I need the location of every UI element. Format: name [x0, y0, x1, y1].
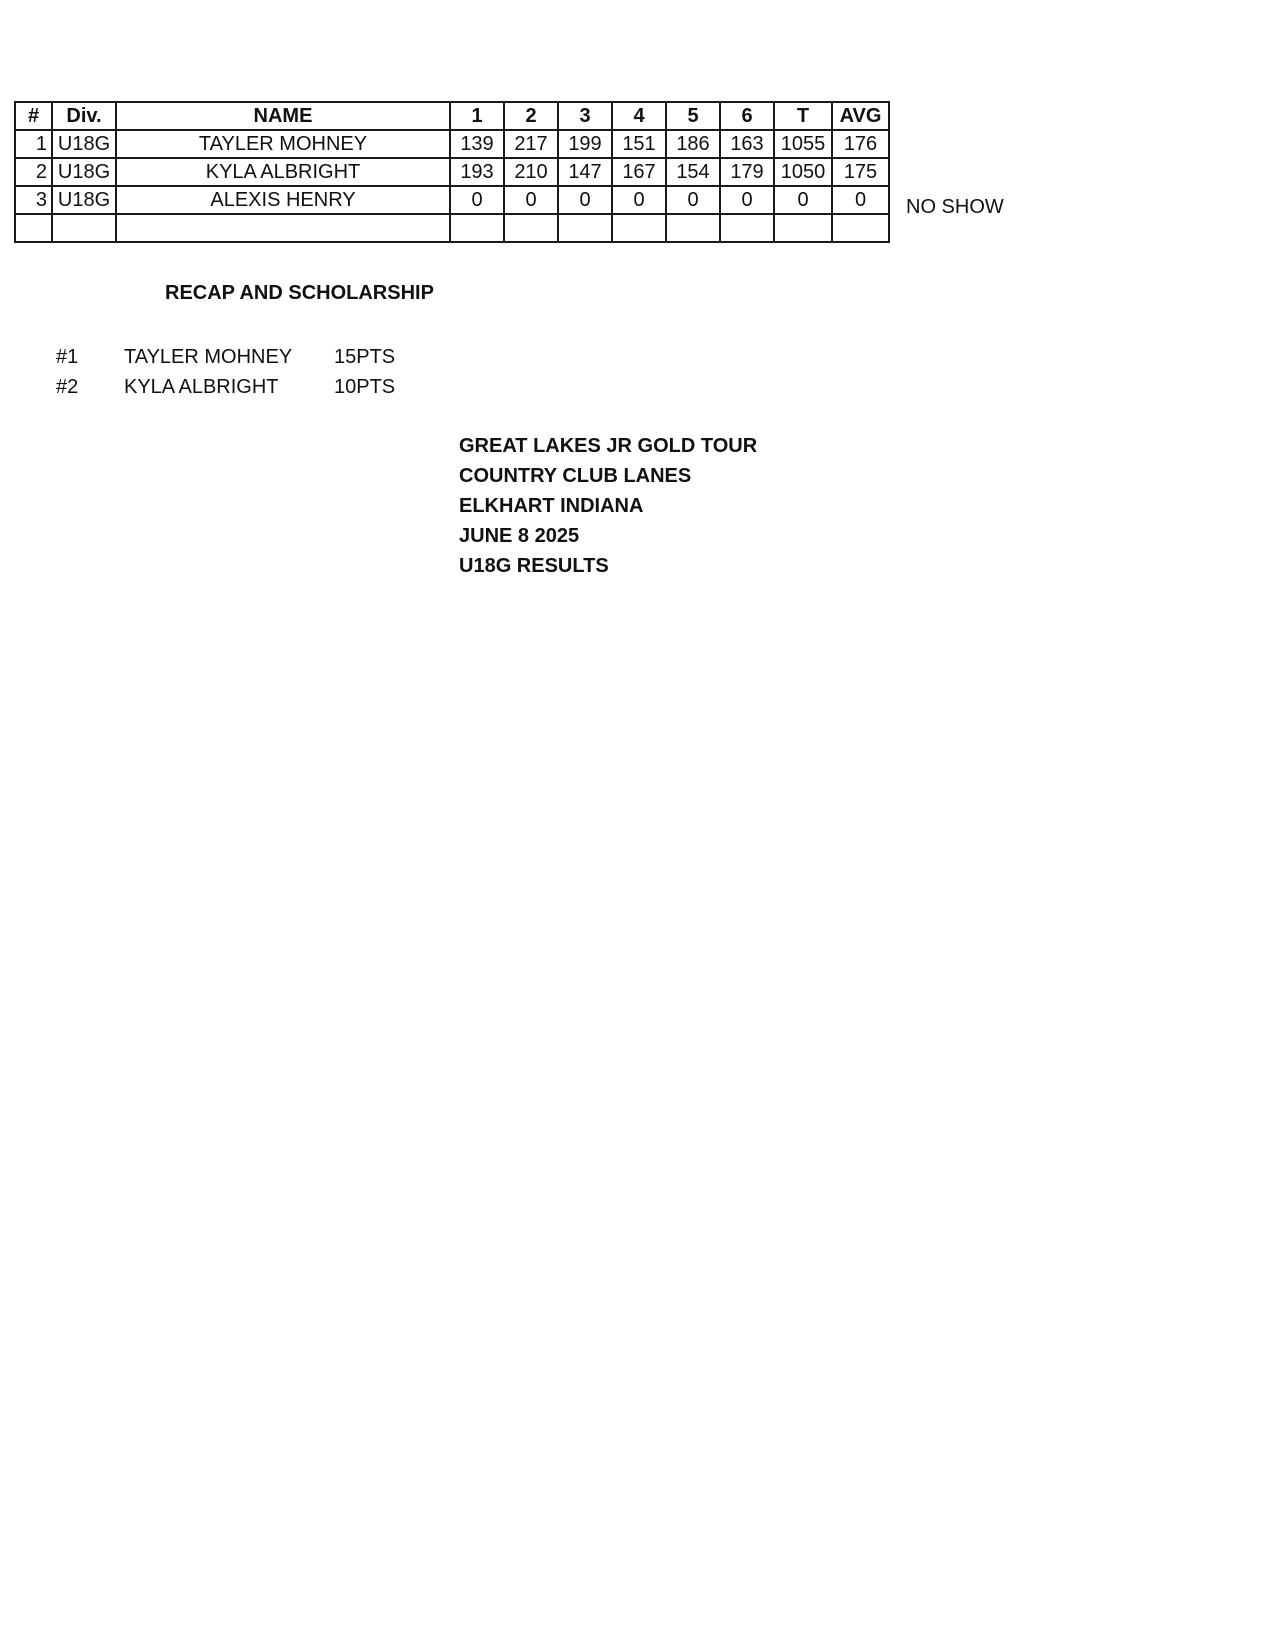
game-3-cell: 147: [558, 158, 612, 186]
empty-cell: [15, 214, 52, 242]
empty-cell: [52, 214, 116, 242]
table-row: [15, 158, 889, 186]
recap-points: 10PTS: [334, 376, 396, 398]
recap-item: [56, 342, 395, 372]
division-cell: U18G: [52, 186, 116, 214]
game-5-cell: 0: [666, 186, 720, 214]
event-info: [459, 431, 757, 581]
event-location: ELKHART INDIANA: [459, 495, 644, 517]
empty-cell: [832, 214, 889, 242]
tour-name: GREAT LAKES JR GOLD TOUR: [459, 435, 758, 457]
table-header-row: [15, 102, 889, 130]
header-game-3: 3: [558, 102, 612, 130]
table-row: [15, 130, 889, 158]
empty-cell: [504, 214, 558, 242]
game-1-cell: 139: [450, 130, 504, 158]
empty-cell: [774, 214, 832, 242]
header-game-4: 4: [612, 102, 666, 130]
results-table: [14, 101, 890, 243]
recap-name: TAYLER MOHNEY: [124, 346, 293, 368]
game-1-cell: 0: [450, 186, 504, 214]
place-cell: 3: [15, 186, 52, 214]
name-cell: ALEXIS HENRY: [116, 186, 450, 214]
average-cell: 175: [832, 158, 889, 186]
game-2-cell: 210: [504, 158, 558, 186]
header-game-5: 5: [666, 102, 720, 130]
game-4-cell: 0: [612, 186, 666, 214]
recap-points: 15PTS: [334, 346, 396, 368]
empty-table-row: [15, 214, 889, 242]
recap-rank: #1: [56, 346, 79, 368]
game-6-cell: 0: [720, 186, 774, 214]
header-game-1: 1: [450, 102, 504, 130]
game-2-cell: 217: [504, 130, 558, 158]
game-4-cell: 151: [612, 130, 666, 158]
game-3-cell: 199: [558, 130, 612, 158]
game-5-cell: 154: [666, 158, 720, 186]
header-average: AVG: [832, 102, 889, 130]
header-place: #: [15, 102, 52, 130]
name-cell: KYLA ALBRIGHT: [116, 158, 450, 186]
total-cell: 1050: [774, 158, 832, 186]
game-6-cell: 179: [720, 158, 774, 186]
place-cell: 1: [15, 130, 52, 158]
place-cell: 2: [15, 158, 52, 186]
header-game-2: 2: [504, 102, 558, 130]
empty-cell: [450, 214, 504, 242]
empty-cell: [116, 214, 450, 242]
empty-cell: [612, 214, 666, 242]
empty-cell: [558, 214, 612, 242]
game-4-cell: 167: [612, 158, 666, 186]
name-cell: TAYLER MOHNEY: [116, 130, 450, 158]
average-cell: 0: [832, 186, 889, 214]
no-show-note: NO SHOW: [906, 196, 1004, 218]
game-3-cell: 0: [558, 186, 612, 214]
table-row: [15, 186, 889, 214]
header-division: Div.: [52, 102, 116, 130]
recap-rank: #2: [56, 376, 79, 398]
header-game-6: 6: [720, 102, 774, 130]
game-6-cell: 163: [720, 130, 774, 158]
recap-item: [56, 372, 395, 402]
game-2-cell: 0: [504, 186, 558, 214]
recap-name: KYLA ALBRIGHT: [124, 376, 279, 398]
division-cell: U18G: [52, 130, 116, 158]
recap-list: [56, 342, 395, 402]
game-5-cell: 186: [666, 130, 720, 158]
empty-cell: [720, 214, 774, 242]
game-1-cell: 193: [450, 158, 504, 186]
header-name: NAME: [116, 102, 450, 130]
event-date: JUNE 8 2025: [459, 525, 580, 547]
average-cell: 176: [832, 130, 889, 158]
total-cell: 1055: [774, 130, 832, 158]
venue-name: COUNTRY CLUB LANES: [459, 465, 692, 487]
recap-title: RECAP AND SCHOLARSHIP: [165, 282, 434, 304]
header-total: T: [774, 102, 832, 130]
total-cell: 0: [774, 186, 832, 214]
results-label: U18G RESULTS: [459, 555, 609, 577]
division-cell: U18G: [52, 158, 116, 186]
empty-cell: [666, 214, 720, 242]
